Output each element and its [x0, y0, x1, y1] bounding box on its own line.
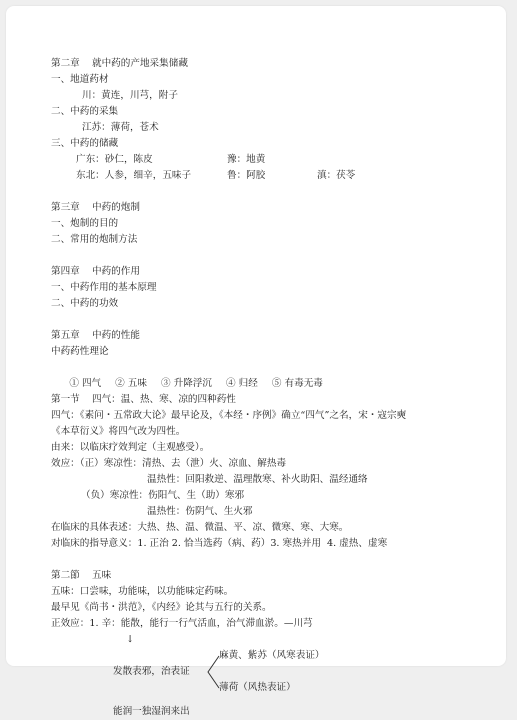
ch2-section-1-line: 川：黄连，川芎，附子	[82, 90, 178, 101]
storage-cell: 滇：茯苓	[317, 170, 356, 181]
ch3-section-2: 二、常用的炮制方法	[51, 234, 138, 245]
ch2-section-2-line: 江苏：薄荷，苍术	[82, 122, 159, 133]
document-content	[51, 56, 496, 717]
section-2-title: 第二節 五味	[51, 570, 112, 581]
branch-main-label: 发散表邪，治表证	[113, 666, 190, 677]
sec2-paragraph: 五味：口尝味，功能味，以功能味定药味。	[51, 586, 234, 597]
chapter-5-title: 第五章 中药的性能	[51, 330, 140, 341]
ch5-theory-heading: 中药药性理论	[51, 346, 109, 357]
chapter-2-title: 第二章 就中药的产地采集储藏	[51, 58, 188, 69]
branch-lower-label: 薄荷（风热表证）	[219, 682, 296, 693]
property-item: ④ 归经	[226, 378, 258, 389]
storage-cell: 鲁：阿胶	[227, 170, 266, 181]
storage-cell: 豫：地黄	[227, 154, 266, 165]
storage-cell: 东北：人参，细辛，五味子	[76, 170, 192, 181]
ch5-property-list	[51, 360, 496, 389]
sec1-effect: 效应：（正）寒凉性：清热、去（泄）火、凉血、解热毒	[51, 458, 287, 469]
ch3-section-1: 一、炮制的目的	[51, 218, 119, 229]
document-page	[6, 6, 506, 717]
sec1-paragraph: 《本草衍义》将四气改为四性。	[51, 426, 186, 437]
ch2-section-3: 三、中药的储藏	[51, 138, 119, 149]
section-1-title: 第一节 四气：温、热、寒、凉的四种药性	[51, 394, 236, 405]
sec1-effect: 温热性：伤阴气、生火邪	[147, 506, 253, 517]
sec1-paragraph: 对临床的指导意义：1. 正治 2. 恰当选药（病、药）3. 寒热并用 4. 虚热、虚寒	[51, 538, 388, 549]
cut-off-line	[51, 696, 496, 717]
chapter-3-title: 第三章 中药的炮制	[51, 202, 140, 213]
property-item: ② 五味	[115, 378, 147, 389]
ch2-section-1: 一、地道药材	[51, 74, 109, 85]
ch4-section-2: 二、中药的功效	[51, 298, 119, 309]
chapter-4-title: 第四章 中药的作用	[51, 266, 140, 277]
sec1-paragraph: 四气：《素问・五常政大论》最早论及，《本经・序例》确立“四气”之名，宋・寇宗奭	[51, 410, 407, 421]
ch4-section-1: 一、中药作用的基本原理	[51, 282, 157, 293]
sec1-paragraph: 在临床的具体表述：大热、热、温、微温、平、凉、微寒、寒、大寒。	[51, 522, 349, 533]
ch2-storage-row-2	[51, 168, 496, 184]
property-item: ③ 升降浮沉	[161, 378, 213, 389]
down-arrow-row	[51, 632, 496, 648]
sec1-effect: 温热性：回阳救逆、温理散寒、补火助阳、温经通络	[147, 474, 368, 485]
down-arrow-icon: ↓	[126, 634, 135, 645]
property-item: ① 四气	[69, 378, 102, 389]
cut-off-text: 能润一独湿润来出	[113, 706, 190, 717]
ch2-storage-row-1	[51, 152, 496, 168]
sec2-paragraph: 正效应：1. 辛：能散，能行一行气活血，治气滞血淤。—川芎	[51, 618, 313, 629]
branch-diagram	[51, 648, 496, 696]
sec2-paragraph: 最早见《尚书・洪范》，《内经》论其与五行的关系。	[51, 602, 272, 613]
sec1-paragraph: 由来：以临床疗效判定（主观感受）。	[51, 442, 210, 453]
sec1-effect: （负）寒凉性：伤阳气、生（助）寒邪	[81, 490, 245, 501]
branch-upper-label: 麻黄、紫苏（风寒表证）	[219, 650, 325, 661]
property-item: ⑤ 有毒无毒	[271, 378, 323, 389]
storage-cell: 广东：砂仁，陈皮	[76, 154, 153, 165]
ch2-section-2: 二、中药的采集	[51, 106, 119, 117]
